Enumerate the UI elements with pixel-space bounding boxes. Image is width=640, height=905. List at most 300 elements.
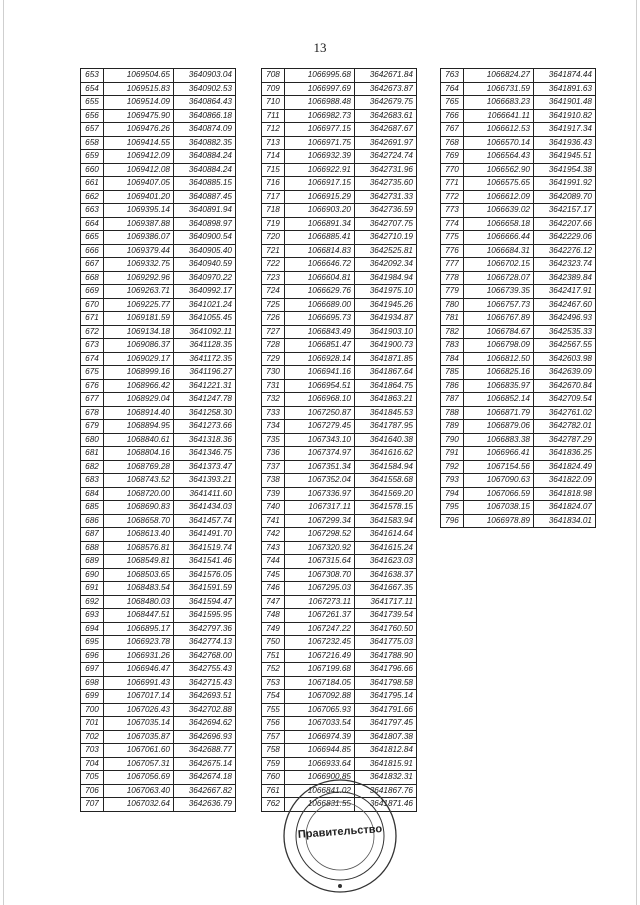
point-number-cell: 733: [262, 406, 285, 420]
x-coordinate-cell: 1068743.52: [104, 474, 174, 488]
y-coordinate-cell: 3641172.35: [174, 352, 236, 366]
y-coordinate-cell: 3641616.62: [355, 447, 417, 461]
y-coordinate-cell: 3642761.02: [534, 406, 596, 420]
point-number-cell: 792: [441, 460, 464, 474]
point-number-cell: 731: [262, 379, 285, 393]
table-row: [81, 190, 236, 204]
table-row: [81, 676, 236, 690]
table-row: [441, 487, 596, 501]
table-row: [441, 339, 596, 353]
table-row: [262, 271, 417, 285]
x-coordinate-cell: 1067184.05: [285, 676, 355, 690]
y-coordinate-cell: 3641667.35: [355, 582, 417, 596]
y-coordinate-cell: 3641991.92: [534, 177, 596, 191]
y-coordinate-cell: 3640885.15: [174, 177, 236, 191]
x-coordinate-cell: 1066767.89: [464, 312, 534, 326]
table-row: [81, 460, 236, 474]
y-coordinate-cell: 3641936.43: [534, 136, 596, 150]
y-coordinate-cell: 3641901.48: [534, 96, 596, 110]
x-coordinate-cell: 1067061.60: [104, 744, 174, 758]
point-number-cell: 694: [81, 622, 104, 636]
table-row: [262, 730, 417, 744]
y-coordinate-cell: 3641583.94: [355, 514, 417, 528]
point-number-cell: 666: [81, 244, 104, 258]
point-number-cell: 701: [81, 717, 104, 731]
y-coordinate-cell: 3641975.10: [355, 285, 417, 299]
x-coordinate-cell: 1066885.41: [285, 231, 355, 245]
table-row: [81, 298, 236, 312]
table-row: [262, 244, 417, 258]
table-row: [441, 177, 596, 191]
table-row: [262, 217, 417, 231]
x-coordinate-cell: 1069407.05: [104, 177, 174, 191]
x-coordinate-cell: 1067250.87: [285, 406, 355, 420]
y-coordinate-cell: 3641903.10: [355, 325, 417, 339]
y-coordinate-cell: 3641638.37: [355, 568, 417, 582]
x-coordinate-cell: 1066843.49: [285, 325, 355, 339]
point-number-cell: 655: [81, 96, 104, 110]
point-number-cell: 710: [262, 96, 285, 110]
y-coordinate-cell: 3642731.96: [355, 163, 417, 177]
x-coordinate-cell: 1066982.73: [285, 109, 355, 123]
y-coordinate-cell: 3642683.61: [355, 109, 417, 123]
point-number-cell: 712: [262, 123, 285, 137]
table-row: [262, 528, 417, 542]
y-coordinate-cell: 3642496.93: [534, 312, 596, 326]
point-number-cell: 719: [262, 217, 285, 231]
x-coordinate-cell: 1067308.70: [285, 568, 355, 582]
point-number-cell: 660: [81, 163, 104, 177]
coordinates-table-2: [261, 68, 417, 812]
x-coordinate-cell: 1069514.09: [104, 96, 174, 110]
y-coordinate-cell: 3642693.51: [174, 690, 236, 704]
x-coordinate-cell: 1069225.77: [104, 298, 174, 312]
point-number-cell: 670: [81, 298, 104, 312]
x-coordinate-cell: 1069395.14: [104, 204, 174, 218]
x-coordinate-cell: 1066812.50: [464, 352, 534, 366]
y-coordinate-cell: 3641798.58: [355, 676, 417, 690]
point-number-cell: 741: [262, 514, 285, 528]
y-coordinate-cell: 3642688.77: [174, 744, 236, 758]
y-coordinate-cell: 3640882.35: [174, 136, 236, 150]
point-number-cell: 758: [262, 744, 285, 758]
x-coordinate-cell: 1066731.59: [464, 82, 534, 96]
y-coordinate-cell: 3642679.75: [355, 96, 417, 110]
y-coordinate-cell: 3642389.84: [534, 271, 596, 285]
x-coordinate-cell: 1066562.90: [464, 163, 534, 177]
table-row: [441, 231, 596, 245]
point-number-cell: 745: [262, 568, 285, 582]
point-number-cell: 684: [81, 487, 104, 501]
point-number-cell: 749: [262, 622, 285, 636]
x-coordinate-cell: 1067352.04: [285, 474, 355, 488]
x-coordinate-cell: 1066851.47: [285, 339, 355, 353]
point-number-cell: 676: [81, 379, 104, 393]
x-coordinate-cell: 1066641.11: [464, 109, 534, 123]
table-row: [81, 703, 236, 717]
table-row: [262, 69, 417, 83]
x-coordinate-cell: 1066900.85: [285, 771, 355, 785]
point-number-cell: 754: [262, 690, 285, 704]
table-row: [81, 757, 236, 771]
point-number-cell: 779: [441, 285, 464, 299]
point-number-cell: 759: [262, 757, 285, 771]
y-coordinate-cell: 3641640.38: [355, 433, 417, 447]
x-coordinate-cell: 1069332.75: [104, 258, 174, 272]
point-number-cell: 736: [262, 447, 285, 461]
x-coordinate-cell: 1066928.14: [285, 352, 355, 366]
table-row: [262, 190, 417, 204]
x-coordinate-cell: 1067063.40: [104, 784, 174, 798]
x-coordinate-cell: 1067056.69: [104, 771, 174, 785]
table-row: [81, 352, 236, 366]
x-coordinate-cell: 1067154.56: [464, 460, 534, 474]
point-number-cell: 777: [441, 258, 464, 272]
point-number-cell: 662: [81, 190, 104, 204]
point-number-cell: 689: [81, 555, 104, 569]
point-number-cell: 793: [441, 474, 464, 488]
x-coordinate-cell: 1069386.07: [104, 231, 174, 245]
x-coordinate-cell: 1068447.51: [104, 609, 174, 623]
y-coordinate-cell: 3642687.67: [355, 123, 417, 137]
table-row: [81, 622, 236, 636]
table-row: [262, 420, 417, 434]
x-coordinate-cell: 1066658.18: [464, 217, 534, 231]
point-number-cell: 692: [81, 595, 104, 609]
point-number-cell: 690: [81, 568, 104, 582]
x-coordinate-cell: 1067279.45: [285, 420, 355, 434]
x-coordinate-cell: 1066977.15: [285, 123, 355, 137]
table-row: [262, 622, 417, 636]
y-coordinate-cell: 3642736.59: [355, 204, 417, 218]
point-number-cell: 653: [81, 69, 104, 83]
x-coordinate-cell: 1066666.44: [464, 231, 534, 245]
y-coordinate-cell: 3641797.45: [355, 717, 417, 731]
page-number: 13: [313, 40, 327, 55]
y-coordinate-cell: 3641834.01: [534, 514, 596, 528]
y-coordinate-cell: 3642702.88: [174, 703, 236, 717]
x-coordinate-cell: 1068480.03: [104, 595, 174, 609]
table-row: [81, 406, 236, 420]
point-number-cell: 727: [262, 325, 285, 339]
point-number-cell: 680: [81, 433, 104, 447]
point-number-cell: 776: [441, 244, 464, 258]
point-number-cell: 732: [262, 393, 285, 407]
y-coordinate-cell: 3641558.68: [355, 474, 417, 488]
table-row: [81, 690, 236, 704]
table-row: [441, 285, 596, 299]
point-number-cell: 721: [262, 244, 285, 258]
table-row: [81, 663, 236, 677]
y-coordinate-cell: 3641196.27: [174, 366, 236, 380]
y-coordinate-cell: 3641021.24: [174, 298, 236, 312]
table-row: [262, 474, 417, 488]
point-number-cell: 789: [441, 420, 464, 434]
y-coordinate-cell: 3640902.53: [174, 82, 236, 96]
y-coordinate-cell: 3641258.30: [174, 406, 236, 420]
table-row: [81, 393, 236, 407]
x-coordinate-cell: 1066575.65: [464, 177, 534, 191]
y-coordinate-cell: 3640866.18: [174, 109, 236, 123]
point-number-cell: 699: [81, 690, 104, 704]
point-number-cell: 767: [441, 123, 464, 137]
point-number-cell: 728: [262, 339, 285, 353]
x-coordinate-cell: 1067343.10: [285, 433, 355, 447]
point-number-cell: 743: [262, 541, 285, 555]
y-coordinate-cell: 3642157.17: [534, 204, 596, 218]
table-row: [81, 582, 236, 596]
table-row: [262, 312, 417, 326]
y-coordinate-cell: 3641055.45: [174, 312, 236, 326]
point-number-cell: 682: [81, 460, 104, 474]
point-number-cell: 751: [262, 649, 285, 663]
y-coordinate-cell: 3642535.33: [534, 325, 596, 339]
table-row: [441, 96, 596, 110]
x-coordinate-cell: 1068613.40: [104, 528, 174, 542]
point-number-cell: 671: [81, 312, 104, 326]
table-row: [81, 784, 236, 798]
x-coordinate-cell: 1067035.87: [104, 730, 174, 744]
x-coordinate-cell: 1068769.28: [104, 460, 174, 474]
table-row: [81, 204, 236, 218]
table-row: [262, 366, 417, 380]
y-coordinate-cell: 3641871.85: [355, 352, 417, 366]
point-number-cell: 775: [441, 231, 464, 245]
x-coordinate-cell: 1069504.65: [104, 69, 174, 83]
point-number-cell: 698: [81, 676, 104, 690]
point-number-cell: 735: [262, 433, 285, 447]
x-coordinate-cell: 1067295.03: [285, 582, 355, 596]
table-row: [441, 109, 596, 123]
y-coordinate-cell: 3642675.14: [174, 757, 236, 771]
table-row: [81, 541, 236, 555]
point-number-cell: 748: [262, 609, 285, 623]
x-coordinate-cell: 1066946.47: [104, 663, 174, 677]
y-coordinate-cell: 3641775.03: [355, 636, 417, 650]
y-coordinate-cell: 3642639.09: [534, 366, 596, 380]
y-coordinate-cell: 3641836.25: [534, 447, 596, 461]
y-coordinate-cell: 3642089.70: [534, 190, 596, 204]
y-coordinate-cell: 3642787.29: [534, 433, 596, 447]
table-row: [81, 487, 236, 501]
x-coordinate-cell: 1068690.83: [104, 501, 174, 515]
table-row: [262, 379, 417, 393]
point-number-cell: 657: [81, 123, 104, 137]
point-number-cell: 654: [81, 82, 104, 96]
y-coordinate-cell: 3642797.36: [174, 622, 236, 636]
y-coordinate-cell: 3641954.38: [534, 163, 596, 177]
y-coordinate-cell: 3641945.51: [534, 150, 596, 164]
scan-edge-right: [636, 0, 637, 905]
y-coordinate-cell: 3641824.49: [534, 460, 596, 474]
table-row: [262, 649, 417, 663]
x-coordinate-cell: 1066728.07: [464, 271, 534, 285]
point-number-cell: 783: [441, 339, 464, 353]
table-row: [81, 730, 236, 744]
point-number-cell: 720: [262, 231, 285, 245]
y-coordinate-cell: 3642671.84: [355, 69, 417, 83]
x-coordinate-cell: 1068929.04: [104, 393, 174, 407]
table-row: [81, 555, 236, 569]
table-row: [262, 82, 417, 96]
point-number-cell: 764: [441, 82, 464, 96]
table-row: [262, 163, 417, 177]
table-row: [81, 771, 236, 785]
table-row: [441, 474, 596, 488]
y-coordinate-cell: 3641615.24: [355, 541, 417, 555]
x-coordinate-cell: 1066879.06: [464, 420, 534, 434]
table-row: [262, 676, 417, 690]
x-coordinate-cell: 1066684.31: [464, 244, 534, 258]
point-number-cell: 669: [81, 285, 104, 299]
x-coordinate-cell: 1066932.39: [285, 150, 355, 164]
table-row: [262, 717, 417, 731]
x-coordinate-cell: 1066944.85: [285, 744, 355, 758]
y-coordinate-cell: 3641594.47: [174, 595, 236, 609]
table-row: [441, 271, 596, 285]
x-coordinate-cell: 1069134.18: [104, 325, 174, 339]
table-row: [81, 136, 236, 150]
y-coordinate-cell: 3640898.97: [174, 217, 236, 231]
point-number-cell: 765: [441, 96, 464, 110]
point-number-cell: 750: [262, 636, 285, 650]
table-row: [441, 163, 596, 177]
y-coordinate-cell: 3641273.66: [174, 420, 236, 434]
table-row: [262, 460, 417, 474]
x-coordinate-cell: 1066831.55: [285, 798, 355, 812]
table-row: [81, 433, 236, 447]
x-coordinate-cell: 1066871.79: [464, 406, 534, 420]
official-stamp: [280, 776, 400, 896]
y-coordinate-cell: 3642207.66: [534, 217, 596, 231]
y-coordinate-cell: 3641787.95: [355, 420, 417, 434]
x-coordinate-cell: 1067032.64: [104, 798, 174, 812]
point-number-cell: 761: [262, 784, 285, 798]
y-coordinate-cell: 3641910.82: [534, 109, 596, 123]
x-coordinate-cell: 1067017.14: [104, 690, 174, 704]
point-number-cell: 724: [262, 285, 285, 299]
table-row: [441, 190, 596, 204]
y-coordinate-cell: 3641584.94: [355, 460, 417, 474]
x-coordinate-cell: 1069412.08: [104, 163, 174, 177]
table-row: [81, 163, 236, 177]
point-number-cell: 688: [81, 541, 104, 555]
y-coordinate-cell: 3642276.12: [534, 244, 596, 258]
x-coordinate-cell: 1069263.71: [104, 285, 174, 299]
y-coordinate-cell: 3641984.94: [355, 271, 417, 285]
y-coordinate-cell: 3640905.40: [174, 244, 236, 258]
x-coordinate-cell: 1066835.97: [464, 379, 534, 393]
x-coordinate-cell: 1067374.97: [285, 447, 355, 461]
point-number-cell: 744: [262, 555, 285, 569]
table-row: [81, 339, 236, 353]
point-number-cell: 796: [441, 514, 464, 528]
y-coordinate-cell: 3642755.43: [174, 663, 236, 677]
point-number-cell: 742: [262, 528, 285, 542]
x-coordinate-cell: 1066683.23: [464, 96, 534, 110]
x-coordinate-cell: 1069379.44: [104, 244, 174, 258]
x-coordinate-cell: 1066612.09: [464, 190, 534, 204]
x-coordinate-cell: 1066757.73: [464, 298, 534, 312]
x-coordinate-cell: 1066841.02: [285, 784, 355, 798]
x-coordinate-cell: 1066883.38: [464, 433, 534, 447]
x-coordinate-cell: 1067261.37: [285, 609, 355, 623]
point-number-cell: 722: [262, 258, 285, 272]
x-coordinate-cell: 1067216.49: [285, 649, 355, 663]
x-coordinate-cell: 1068483.54: [104, 582, 174, 596]
point-number-cell: 725: [262, 298, 285, 312]
x-coordinate-cell: 1066604.81: [285, 271, 355, 285]
y-coordinate-cell: 3640887.45: [174, 190, 236, 204]
point-number-cell: 773: [441, 204, 464, 218]
table-row: [81, 123, 236, 137]
y-coordinate-cell: 3641576.05: [174, 568, 236, 582]
table-row: [441, 433, 596, 447]
x-coordinate-cell: 1066903.20: [285, 204, 355, 218]
table-row: [262, 703, 417, 717]
point-number-cell: 679: [81, 420, 104, 434]
table-row: [81, 744, 236, 758]
table-row: [441, 298, 596, 312]
x-coordinate-cell: 1067057.31: [104, 757, 174, 771]
point-number-cell: 708: [262, 69, 285, 83]
table-row: [81, 379, 236, 393]
table-row: [262, 663, 417, 677]
x-coordinate-cell: 1066689.00: [285, 298, 355, 312]
point-number-cell: 705: [81, 771, 104, 785]
y-coordinate-cell: 3641891.63: [534, 82, 596, 96]
x-coordinate-cell: 1067065.93: [285, 703, 355, 717]
coordinates-table-3: [440, 68, 596, 528]
y-coordinate-cell: 3641760.50: [355, 622, 417, 636]
x-coordinate-cell: 1066695.73: [285, 312, 355, 326]
x-coordinate-cell: 1067273.11: [285, 595, 355, 609]
table-row: [262, 123, 417, 137]
stamp-label: Правительство: [297, 823, 383, 841]
y-coordinate-cell: 3641864.75: [355, 379, 417, 393]
point-number-cell: 787: [441, 393, 464, 407]
x-coordinate-cell: 1066612.53: [464, 123, 534, 137]
table-row: [441, 447, 596, 461]
table-row: [81, 177, 236, 191]
table-row: [262, 541, 417, 555]
point-number-cell: 703: [81, 744, 104, 758]
point-number-cell: 696: [81, 649, 104, 663]
point-number-cell: 770: [441, 163, 464, 177]
table-row: [81, 150, 236, 164]
point-number-cell: 716: [262, 177, 285, 191]
table-row: [81, 474, 236, 488]
table-row: [81, 595, 236, 609]
table-row: [441, 136, 596, 150]
point-number-cell: 795: [441, 501, 464, 515]
table-row: [441, 379, 596, 393]
y-coordinate-cell: 3641717.11: [355, 595, 417, 609]
table-row: [262, 96, 417, 110]
table-row: [262, 285, 417, 299]
y-coordinate-cell: 3640884.24: [174, 150, 236, 164]
table-row: [81, 285, 236, 299]
x-coordinate-cell: 1066931.26: [104, 649, 174, 663]
x-coordinate-cell: 1068549.81: [104, 555, 174, 569]
point-number-cell: 739: [262, 487, 285, 501]
y-coordinate-cell: 3642674.18: [174, 771, 236, 785]
y-coordinate-cell: 3642707.75: [355, 217, 417, 231]
table-row: [262, 514, 417, 528]
x-coordinate-cell: 1068503.65: [104, 568, 174, 582]
table-row: [441, 325, 596, 339]
point-number-cell: 678: [81, 406, 104, 420]
